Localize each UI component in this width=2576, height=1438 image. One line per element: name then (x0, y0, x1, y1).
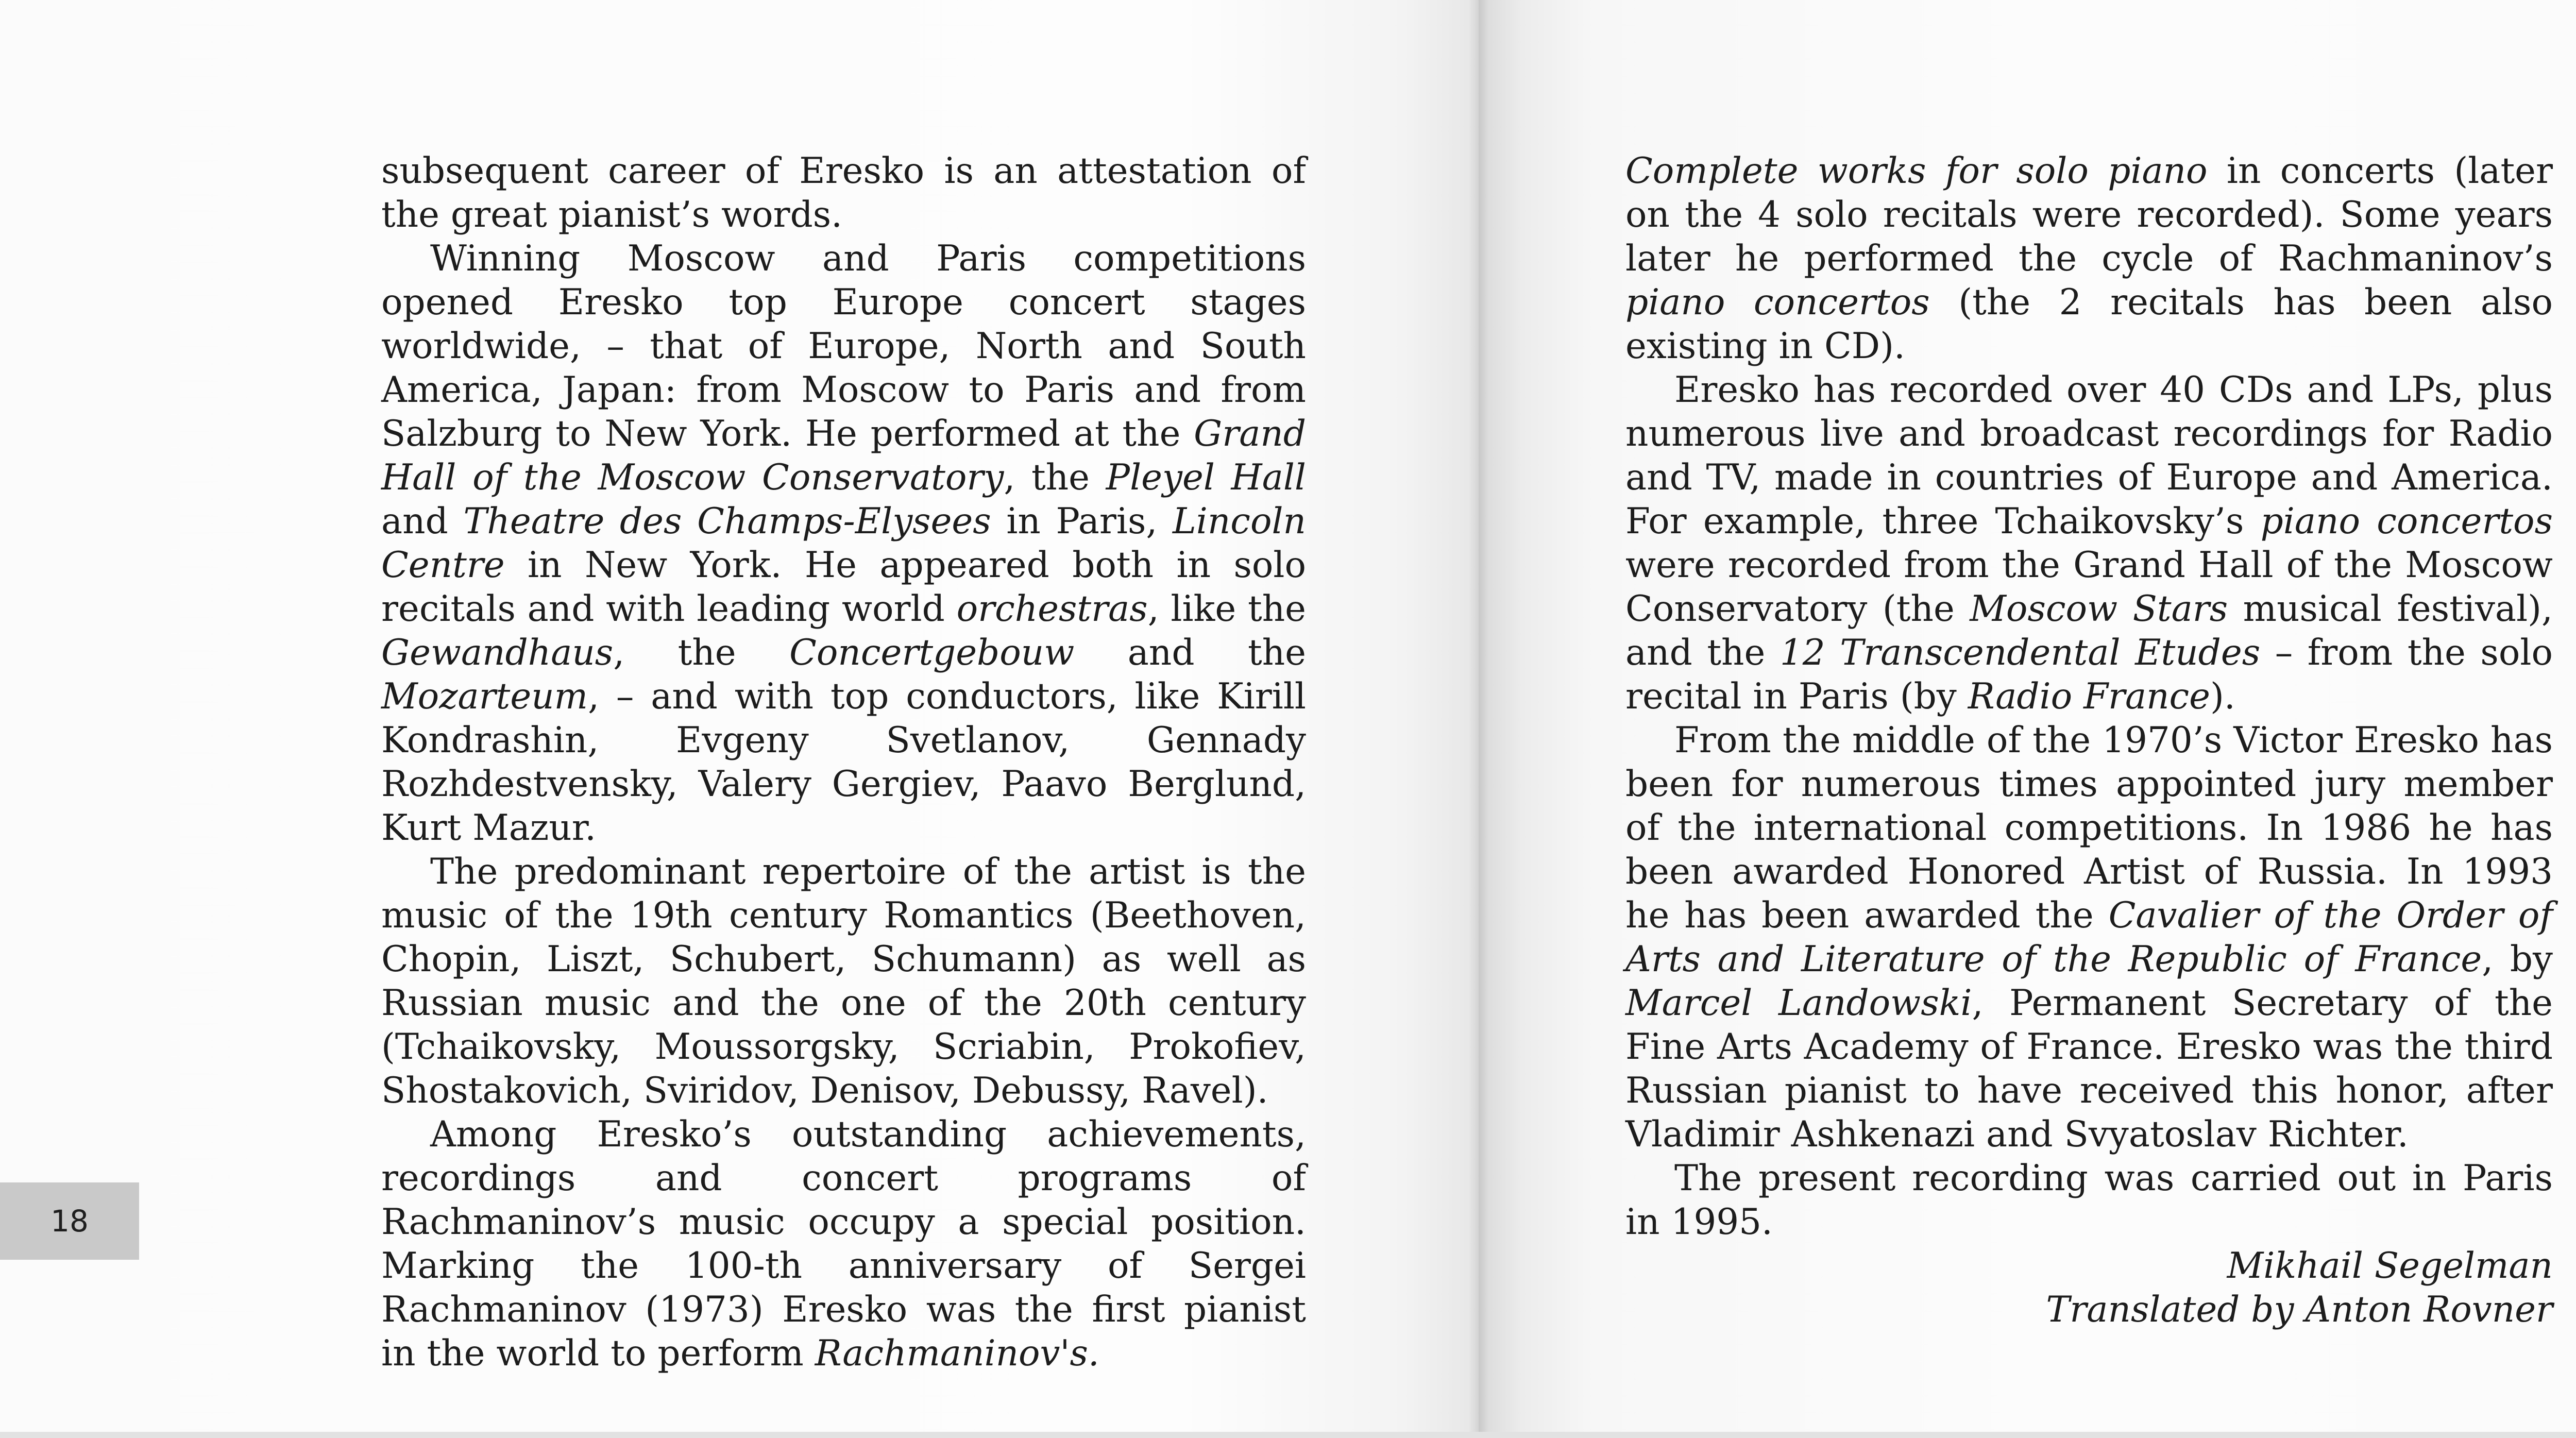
right-page-text-column (1625, 149, 2553, 1332)
page-number: 18 (50, 1204, 89, 1239)
text-run: and the (1074, 632, 1306, 673)
left-page-text-column (381, 149, 1306, 1376)
text-run: Among Eresko’s outstanding achievements, recordings and concert programs of Rachmaninov’s music occupy a special position. Marking the 100-th anniversary of Sergei Rachmaninov (1973) Eresko was the first pianist in the world to perform (381, 1114, 1306, 1374)
italic-text-run: 12 Transcendental Etudes (1780, 632, 2261, 673)
text-run: , like the (1147, 588, 1306, 630)
italic-text-run: Concertgebouw (789, 632, 1075, 673)
text-run: musical festival), and the (1625, 588, 2553, 673)
paragraph (381, 237, 1306, 850)
italic-text-run: Grand Hall of the Moscow Conservatory (381, 413, 1306, 498)
text-run: , – and with top conductors, like Kirill Kondrashin, Evgeny Svetlanov, Gennady Rozhdestvensky, Valery Gergiev, Paavo Berglund, Kurt Mazur. (381, 676, 1306, 849)
text-run: and (381, 501, 464, 542)
text-run: The predominant repertoire of the artist is the music of the 19th century Romantics (Beethoven, Chopin, Liszt, Schubert, Schumann) as well as Russian music and the one of the 20th century (Tchaikovsky, Moussorgsky, Scriabin, Prokofiev, Shostakovich, Sviridov, Denisov, Debussy, Ravel). (381, 851, 1306, 1111)
italic-text-run: Pleyel Hall (1106, 457, 1306, 498)
translator-credit: Translated by Anton Rovner (2046, 1289, 2553, 1330)
italic-text-run: Marcel Landowski (1625, 983, 1972, 1024)
italic-text-run: Radio France (1968, 676, 2211, 717)
text-run: subsequent career of Eresko is an attestation of the great pianist’s words. (381, 150, 1306, 235)
italic-text-run: Cavalier of the Order of Arts and Literature of the Republic of France (1625, 895, 2553, 980)
text-run: were recorded from the Grand Hall of the Moscow Conservatory (the (1625, 545, 2553, 630)
paragraph (381, 149, 1306, 237)
text-run: Eresko has recorded over 40 CDs and LPs, plus numerous live and broadcast recordings for Radio and TV, made in countries of Europe and America. For example, three Tchaikovsky’s (1625, 369, 2553, 542)
text-run: (the 2 recitals has been also existing in CD). (1625, 282, 2553, 367)
paragraph (1625, 719, 2553, 1157)
text-run: From the middle of the 1970’s Victor Eresko has been for numerous times appointed jury member of the international competitions. In 1986 he has been awarded Honored Artist of Russia. In 1993 he has been awarded the (1625, 720, 2553, 936)
text-run: in Paris, (991, 501, 1173, 542)
text-run: Winning Moscow and Paris competitions opened Eresko top Europe concert stages worldwide, – that of Europe, North and South America, Japan: from Moscow to Paris and from Salzburg to New York. He performed at the (381, 238, 1306, 454)
italic-text-run: Moscow Stars (1970, 588, 2228, 630)
italic-text-run: Complete works for solo piano (1625, 150, 2208, 192)
text-run: in concerts (later on the 4 solo recitals were recorded). Some years later he performed the cycle of Rachmaninov’s (1625, 150, 2553, 279)
author-signature: Mikhail Segelman (2227, 1245, 2553, 1287)
text-run: in New York. He appeared both in solo recitals and with leading world (381, 545, 1306, 630)
paragraph (1625, 368, 2553, 719)
italic-text-run: piano concertos (1625, 282, 1930, 323)
text-run: , the (1004, 457, 1106, 498)
right-page-paragraphs (1625, 149, 2553, 1244)
paragraph (381, 850, 1306, 1113)
italic-text-run: Lincoln Centre (381, 501, 1306, 586)
italic-text-run: Mozarteum (381, 676, 588, 717)
text-run: The present recording was carried out in Paris in 1995. (1625, 1158, 2553, 1243)
italic-text-run: piano concertos (2260, 501, 2553, 542)
italic-text-run: Rachmaninov's. (815, 1333, 1099, 1374)
italic-text-run: orchestras (956, 588, 1148, 630)
text-run: , by (2482, 939, 2553, 980)
left-page-number-tab (0, 1182, 139, 1260)
paragraph (381, 1113, 1306, 1376)
italic-text-run: Theatre des Champs-Elysees (463, 501, 991, 542)
paragraph (1625, 149, 2553, 368)
book-gutter-shadow (1468, 0, 1489, 1438)
text-run: – from the solo recital in Paris (by (1625, 632, 2553, 717)
italic-text-run: Gewandhaus (381, 632, 614, 673)
text-run: , Permanent Secretary of the Fine Arts Academy of France. Eresko was the third Russian pianist to have received this honor, after Vladimir Ashkenazi and Svyatoslav Richter. (1625, 983, 2553, 1155)
paragraph (1625, 1157, 2553, 1244)
right-page (1479, 0, 2576, 1438)
text-run: ). (2210, 676, 2235, 717)
page-bottom-edge (0, 1432, 2576, 1438)
text-run: , the (613, 632, 790, 673)
